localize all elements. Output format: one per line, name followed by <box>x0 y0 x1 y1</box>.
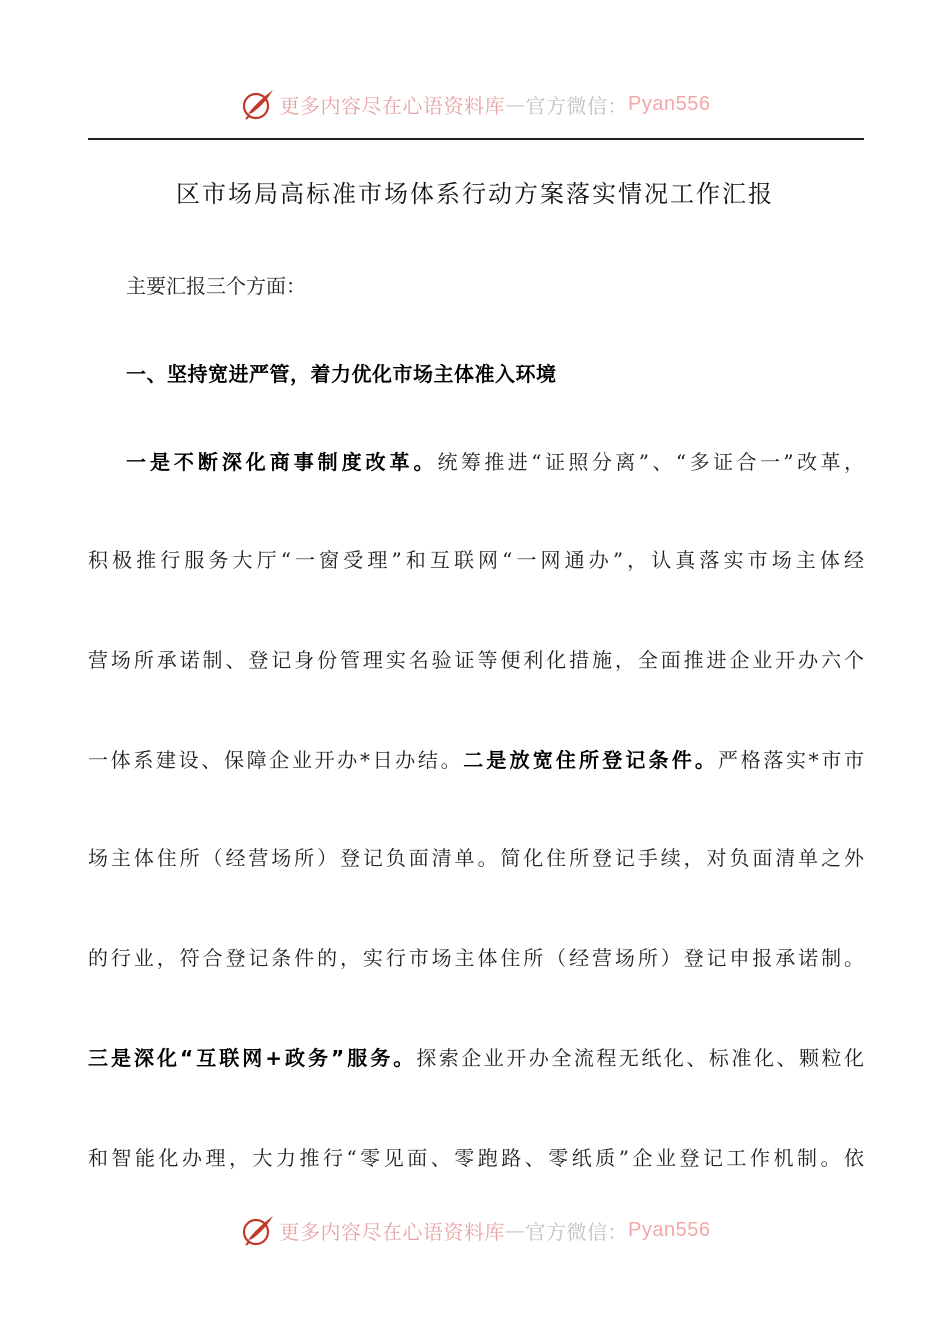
quill-logo-icon <box>240 86 276 122</box>
body-line: 的行业，符合登记条件的，实行市场主体住所（经营场所）登记申报承诺制。 <box>88 946 864 970</box>
footer-watermark <box>0 1210 950 1250</box>
watermark-brand: 更多内容尽在心语资料库 <box>279 1219 506 1244</box>
body-line: 营场所承诺制、登记身份管理实名验证等便利化措施，全面推进企业开办六个 <box>88 648 864 672</box>
quill-logo-icon <box>240 1212 276 1248</box>
body-line <box>88 442 864 482</box>
header-watermark <box>0 84 950 124</box>
body-line <box>88 1038 864 1078</box>
body-line: 场主体住所（经营场所）登记负面清单。简化住所登记手续，对负面清单之外 <box>88 846 864 870</box>
section-heading-1: 一、坚持宽进严管，着力优化市场主体准入环境 <box>126 362 557 386</box>
watermark-wechat-label: 官方微信： <box>525 1219 629 1244</box>
watermark-dash: — <box>505 92 526 116</box>
document-title: 区市场局高标准市场体系行动方案落实情况工作汇报 <box>176 180 774 208</box>
watermark-wechat-label: 官方微信： <box>525 93 629 118</box>
watermark-dash: — <box>505 1218 526 1242</box>
bold-lead: 二是放宽住所登记条件。 <box>463 748 719 772</box>
header-divider <box>88 138 864 140</box>
body-line: 和智能化办理，大力推行“零见面、零跑路、零纸质”企业登记工作机制。依 <box>88 1146 864 1170</box>
body-line: 积极推行服务大厅“一窗受理”和互联网“一网通办”，认真落实市场主体经 <box>88 548 864 572</box>
watermark-handle: Pyan556 <box>628 92 711 115</box>
bold-lead: 三是深化“互联网+政务”服务。 <box>88 1046 417 1070</box>
watermark-handle: Pyan556 <box>628 1218 711 1241</box>
watermark-brand: 更多内容尽在心语资料库 <box>279 93 506 118</box>
body-line <box>88 740 864 780</box>
bold-lead: 一是不断深化商事制度改革。 <box>126 450 438 474</box>
intro-paragraph: 主要汇报三个方面： <box>126 274 306 298</box>
line-text: 统筹推进“证照分离”、“多证合一”改革， <box>437 450 865 474</box>
line-text: 严格落实*市市 <box>718 748 865 772</box>
line-text: 探索企业开办全流程无纸化、标准化、颗粒化 <box>416 1046 865 1070</box>
line-text: 一体系建设、保障企业开办*日办结。 <box>88 748 464 772</box>
